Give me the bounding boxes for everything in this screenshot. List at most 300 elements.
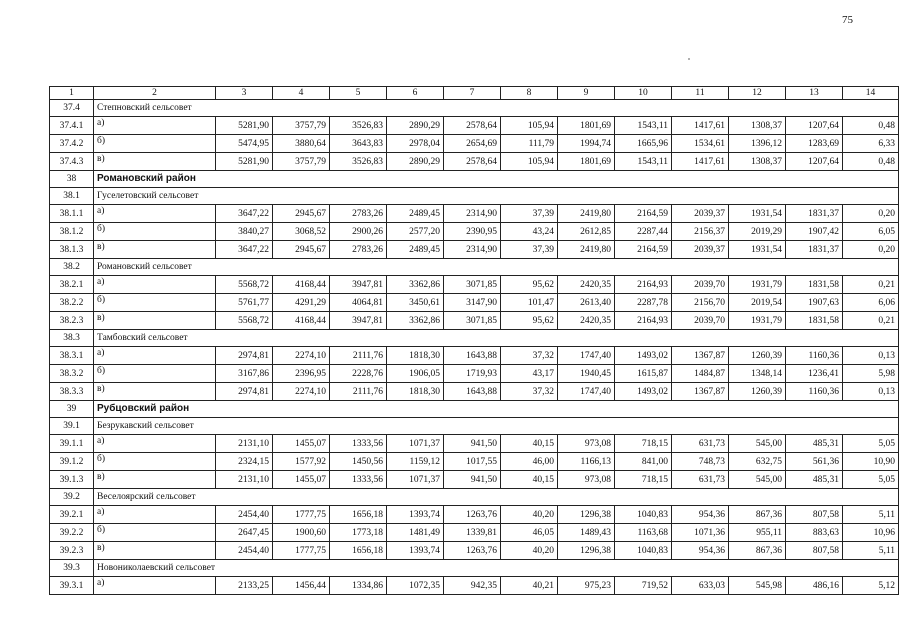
value-cell: 1940,45 bbox=[558, 365, 615, 383]
column-number-cell: 14 bbox=[843, 87, 899, 100]
value-cell: 1777,75 bbox=[273, 542, 330, 560]
value-cell: 1396,12 bbox=[729, 135, 786, 153]
value-cell: 545,00 bbox=[729, 435, 786, 453]
value-cell: 2111,76 bbox=[330, 347, 387, 365]
district-title: Романовский район bbox=[94, 171, 899, 188]
value-cell: 5281,90 bbox=[216, 117, 273, 135]
value-cell: 1831,37 bbox=[786, 205, 843, 223]
value-cell: 3647,22 bbox=[216, 205, 273, 223]
value-cell: 1159,12 bbox=[387, 453, 444, 471]
row-code: 39.2 bbox=[50, 489, 94, 506]
value-cell: 40,20 bbox=[501, 506, 558, 524]
value-cell: 2890,29 bbox=[387, 153, 444, 171]
value-cell: 2783,26 bbox=[330, 205, 387, 223]
value-cell: 1283,69 bbox=[786, 135, 843, 153]
value-cell: 2654,69 bbox=[444, 135, 501, 153]
value-cell: 954,36 bbox=[672, 506, 729, 524]
row-code: 39.2.2 bbox=[50, 524, 94, 542]
value-cell: 1747,40 bbox=[558, 383, 615, 401]
value-cell: 1831,58 bbox=[786, 276, 843, 294]
value-cell: 1260,39 bbox=[729, 347, 786, 365]
value-cell: 2978,04 bbox=[387, 135, 444, 153]
value-cell: 973,08 bbox=[558, 435, 615, 453]
tariff-table bbox=[49, 86, 899, 595]
subdivision-title: Безрукавский сельсовет bbox=[94, 418, 899, 435]
value-cell: 1348,14 bbox=[729, 365, 786, 383]
value-cell: 2419,80 bbox=[558, 205, 615, 223]
row-variant-label: а) bbox=[94, 117, 216, 135]
row-code: 39.2.3 bbox=[50, 542, 94, 560]
column-number-cell: 8 bbox=[501, 87, 558, 100]
value-cell: 43,17 bbox=[501, 365, 558, 383]
value-cell: 0,20 bbox=[843, 205, 899, 223]
row-code: 37.4.2 bbox=[50, 135, 94, 153]
row-code: 39.3 bbox=[50, 560, 94, 577]
value-cell: 2974,81 bbox=[216, 347, 273, 365]
value-cell: 3757,79 bbox=[273, 153, 330, 171]
value-cell: 2454,40 bbox=[216, 542, 273, 560]
row-code: 38.2.2 bbox=[50, 294, 94, 312]
value-cell: 2489,45 bbox=[387, 205, 444, 223]
value-cell: 1417,61 bbox=[672, 153, 729, 171]
table-row bbox=[50, 453, 899, 471]
value-cell: 0,13 bbox=[843, 347, 899, 365]
row-code: 38.2.3 bbox=[50, 312, 94, 330]
value-cell: 40,15 bbox=[501, 435, 558, 453]
value-cell: 2039,70 bbox=[672, 276, 729, 294]
value-cell: 975,23 bbox=[558, 577, 615, 595]
value-cell: 748,73 bbox=[672, 453, 729, 471]
value-cell: 485,31 bbox=[786, 471, 843, 489]
value-cell: 1296,38 bbox=[558, 542, 615, 560]
column-number-cell: 1 bbox=[50, 87, 94, 100]
subdivision-title: Степновский сельсовет bbox=[94, 100, 899, 117]
value-cell: 1906,05 bbox=[387, 365, 444, 383]
subdivision-header-row bbox=[50, 330, 899, 347]
table-row bbox=[50, 223, 899, 241]
value-cell: 2133,25 bbox=[216, 577, 273, 595]
scan-speck bbox=[688, 58, 690, 60]
table-row bbox=[50, 435, 899, 453]
row-code: 37.4.1 bbox=[50, 117, 94, 135]
value-cell: 1263,76 bbox=[444, 506, 501, 524]
value-cell: 2420,35 bbox=[558, 312, 615, 330]
value-cell: 3450,61 bbox=[387, 294, 444, 312]
value-cell: 1665,96 bbox=[615, 135, 672, 153]
value-cell: 1931,79 bbox=[729, 312, 786, 330]
value-cell: 1071,37 bbox=[387, 471, 444, 489]
value-cell: 1656,18 bbox=[330, 542, 387, 560]
value-cell: 46,00 bbox=[501, 453, 558, 471]
column-number-cell: 2 bbox=[94, 87, 216, 100]
value-cell: 37,32 bbox=[501, 347, 558, 365]
value-cell: 6,05 bbox=[843, 223, 899, 241]
value-cell: 1931,54 bbox=[729, 241, 786, 259]
value-cell: 1831,37 bbox=[786, 241, 843, 259]
value-cell: 2613,40 bbox=[558, 294, 615, 312]
table-row bbox=[50, 294, 899, 312]
value-cell: 1801,69 bbox=[558, 117, 615, 135]
value-cell: 5568,72 bbox=[216, 276, 273, 294]
table-row bbox=[50, 383, 899, 401]
value-cell: 1207,64 bbox=[786, 117, 843, 135]
row-code: 38.3 bbox=[50, 330, 94, 347]
value-cell: 2164,59 bbox=[615, 205, 672, 223]
value-cell: 2945,67 bbox=[273, 205, 330, 223]
row-variant-label: а) bbox=[94, 347, 216, 365]
value-cell: 2390,95 bbox=[444, 223, 501, 241]
value-cell: 40,21 bbox=[501, 577, 558, 595]
value-cell: 3840,27 bbox=[216, 223, 273, 241]
value-cell: 5,05 bbox=[843, 471, 899, 489]
value-cell: 1643,88 bbox=[444, 347, 501, 365]
value-cell: 0,21 bbox=[843, 312, 899, 330]
row-code: 38.3.2 bbox=[50, 365, 94, 383]
row-variant-label: а) bbox=[94, 577, 216, 595]
column-number-cell: 7 bbox=[444, 87, 501, 100]
column-number-cell: 5 bbox=[330, 87, 387, 100]
value-cell: 6,06 bbox=[843, 294, 899, 312]
page-number: 75 bbox=[842, 14, 853, 26]
value-cell: 40,15 bbox=[501, 471, 558, 489]
value-cell: 807,58 bbox=[786, 542, 843, 560]
row-code: 39.1 bbox=[50, 418, 94, 435]
value-cell: 942,35 bbox=[444, 577, 501, 595]
value-cell: 1333,56 bbox=[330, 471, 387, 489]
value-cell: 0,20 bbox=[843, 241, 899, 259]
value-cell: 4168,44 bbox=[273, 312, 330, 330]
value-cell: 105,94 bbox=[501, 153, 558, 171]
row-variant-label: а) bbox=[94, 276, 216, 294]
value-cell: 2489,45 bbox=[387, 241, 444, 259]
value-cell: 1393,74 bbox=[387, 506, 444, 524]
value-cell: 2039,37 bbox=[672, 241, 729, 259]
value-cell: 0,21 bbox=[843, 276, 899, 294]
value-cell: 2019,54 bbox=[729, 294, 786, 312]
row-code: 38.1 bbox=[50, 188, 94, 205]
value-cell: 2164,93 bbox=[615, 276, 672, 294]
value-cell: 1931,54 bbox=[729, 205, 786, 223]
value-cell: 1040,83 bbox=[615, 506, 672, 524]
value-cell: 3947,81 bbox=[330, 276, 387, 294]
value-cell: 545,00 bbox=[729, 471, 786, 489]
district-header-row bbox=[50, 171, 899, 188]
value-cell: 2890,29 bbox=[387, 117, 444, 135]
value-cell: 2783,26 bbox=[330, 241, 387, 259]
value-cell: 1333,56 bbox=[330, 435, 387, 453]
value-cell: 5,11 bbox=[843, 542, 899, 560]
value-cell: 1260,39 bbox=[729, 383, 786, 401]
value-cell: 6,33 bbox=[843, 135, 899, 153]
value-cell: 2578,64 bbox=[444, 153, 501, 171]
value-cell: 5,12 bbox=[843, 577, 899, 595]
value-cell: 867,36 bbox=[729, 506, 786, 524]
district-header-row bbox=[50, 401, 899, 418]
value-cell: 2274,10 bbox=[273, 347, 330, 365]
row-variant-label: б) bbox=[94, 524, 216, 542]
value-cell: 1831,58 bbox=[786, 312, 843, 330]
value-cell: 1577,92 bbox=[273, 453, 330, 471]
row-variant-label: а) bbox=[94, 435, 216, 453]
value-cell: 3647,22 bbox=[216, 241, 273, 259]
value-cell: 1166,13 bbox=[558, 453, 615, 471]
value-cell: 1236,41 bbox=[786, 365, 843, 383]
value-cell: 1263,76 bbox=[444, 542, 501, 560]
row-code: 38 bbox=[50, 171, 94, 188]
table-row bbox=[50, 577, 899, 595]
value-cell: 1456,44 bbox=[273, 577, 330, 595]
subdivision-title: Романовский сельсовет bbox=[94, 259, 899, 276]
subdivision-header-row bbox=[50, 489, 899, 506]
value-cell: 0,48 bbox=[843, 117, 899, 135]
value-cell: 1163,68 bbox=[615, 524, 672, 542]
value-cell: 3947,81 bbox=[330, 312, 387, 330]
value-cell: 1308,37 bbox=[729, 117, 786, 135]
value-cell: 3362,86 bbox=[387, 312, 444, 330]
row-variant-label: в) bbox=[94, 542, 216, 560]
value-cell: 1773,18 bbox=[330, 524, 387, 542]
row-variant-label: б) bbox=[94, 135, 216, 153]
table-row bbox=[50, 135, 899, 153]
value-cell: 867,36 bbox=[729, 542, 786, 560]
value-cell: 883,63 bbox=[786, 524, 843, 542]
value-cell: 1481,49 bbox=[387, 524, 444, 542]
subdivision-title: Гуселетовский сельсовет bbox=[94, 188, 899, 205]
value-cell: 2314,90 bbox=[444, 241, 501, 259]
value-cell: 43,24 bbox=[501, 223, 558, 241]
column-number-cell: 11 bbox=[672, 87, 729, 100]
table-row bbox=[50, 117, 899, 135]
value-cell: 1818,30 bbox=[387, 383, 444, 401]
value-cell: 718,15 bbox=[615, 435, 672, 453]
value-cell: 1339,81 bbox=[444, 524, 501, 542]
value-cell: 5474,95 bbox=[216, 135, 273, 153]
value-cell: 1543,11 bbox=[615, 117, 672, 135]
value-cell: 1207,64 bbox=[786, 153, 843, 171]
row-code: 38.2.1 bbox=[50, 276, 94, 294]
value-cell: 561,36 bbox=[786, 453, 843, 471]
value-cell: 3643,83 bbox=[330, 135, 387, 153]
value-cell: 2577,20 bbox=[387, 223, 444, 241]
value-cell: 4168,44 bbox=[273, 276, 330, 294]
table-row bbox=[50, 312, 899, 330]
value-cell: 10,90 bbox=[843, 453, 899, 471]
value-cell: 1393,74 bbox=[387, 542, 444, 560]
value-cell: 1040,83 bbox=[615, 542, 672, 560]
value-cell: 0,13 bbox=[843, 383, 899, 401]
value-cell: 1071,36 bbox=[672, 524, 729, 542]
value-cell: 941,50 bbox=[444, 471, 501, 489]
value-cell: 973,08 bbox=[558, 471, 615, 489]
table-row bbox=[50, 241, 899, 259]
value-cell: 2396,95 bbox=[273, 365, 330, 383]
value-cell: 1493,02 bbox=[615, 347, 672, 365]
value-cell: 5,05 bbox=[843, 435, 899, 453]
table-body bbox=[50, 87, 899, 595]
value-cell: 5,98 bbox=[843, 365, 899, 383]
value-cell: 954,36 bbox=[672, 542, 729, 560]
value-cell: 2647,45 bbox=[216, 524, 273, 542]
value-cell: 111,79 bbox=[501, 135, 558, 153]
value-cell: 1367,87 bbox=[672, 383, 729, 401]
column-number-cell: 10 bbox=[615, 87, 672, 100]
value-cell: 2156,37 bbox=[672, 223, 729, 241]
value-cell: 2228,76 bbox=[330, 365, 387, 383]
value-cell: 1489,43 bbox=[558, 524, 615, 542]
value-cell: 4064,81 bbox=[330, 294, 387, 312]
value-cell: 1994,74 bbox=[558, 135, 615, 153]
row-code: 38.1.3 bbox=[50, 241, 94, 259]
value-cell: 941,50 bbox=[444, 435, 501, 453]
value-cell: 2324,15 bbox=[216, 453, 273, 471]
value-cell: 486,16 bbox=[786, 577, 843, 595]
row-code: 39.2.1 bbox=[50, 506, 94, 524]
row-code: 38.3.1 bbox=[50, 347, 94, 365]
subdivision-header-row bbox=[50, 100, 899, 117]
row-code: 37.4.3 bbox=[50, 153, 94, 171]
table-row bbox=[50, 506, 899, 524]
value-cell: 841,00 bbox=[615, 453, 672, 471]
value-cell: 10,96 bbox=[843, 524, 899, 542]
value-cell: 1160,36 bbox=[786, 383, 843, 401]
value-cell: 2420,35 bbox=[558, 276, 615, 294]
row-variant-label: в) bbox=[94, 312, 216, 330]
value-cell: 632,75 bbox=[729, 453, 786, 471]
value-cell: 719,52 bbox=[615, 577, 672, 595]
value-cell: 1931,79 bbox=[729, 276, 786, 294]
value-cell: 37,39 bbox=[501, 205, 558, 223]
value-cell: 2019,29 bbox=[729, 223, 786, 241]
value-cell: 2900,26 bbox=[330, 223, 387, 241]
value-cell: 3362,86 bbox=[387, 276, 444, 294]
value-cell: 1071,37 bbox=[387, 435, 444, 453]
column-number-cell: 12 bbox=[729, 87, 786, 100]
value-cell: 3147,90 bbox=[444, 294, 501, 312]
value-cell: 1417,61 bbox=[672, 117, 729, 135]
value-cell: 955,11 bbox=[729, 524, 786, 542]
row-variant-label: а) bbox=[94, 205, 216, 223]
value-cell: 1643,88 bbox=[444, 383, 501, 401]
value-cell: 1615,87 bbox=[615, 365, 672, 383]
value-cell: 1484,87 bbox=[672, 365, 729, 383]
value-cell: 2039,70 bbox=[672, 312, 729, 330]
value-cell: 2578,64 bbox=[444, 117, 501, 135]
subdivision-header-row bbox=[50, 418, 899, 435]
value-cell: 2454,40 bbox=[216, 506, 273, 524]
value-cell: 631,73 bbox=[672, 471, 729, 489]
value-cell: 2612,85 bbox=[558, 223, 615, 241]
value-cell: 1907,63 bbox=[786, 294, 843, 312]
value-cell: 1907,42 bbox=[786, 223, 843, 241]
column-number-cell: 9 bbox=[558, 87, 615, 100]
value-cell: 5,11 bbox=[843, 506, 899, 524]
row-variant-label: в) bbox=[94, 241, 216, 259]
value-cell: 37,39 bbox=[501, 241, 558, 259]
value-cell: 2314,90 bbox=[444, 205, 501, 223]
value-cell: 4291,29 bbox=[273, 294, 330, 312]
value-cell: 2419,80 bbox=[558, 241, 615, 259]
value-cell: 1334,86 bbox=[330, 577, 387, 595]
value-cell: 2131,10 bbox=[216, 471, 273, 489]
subdivision-title: Новониколаевский сельсовет bbox=[94, 560, 899, 577]
value-cell: 3526,83 bbox=[330, 117, 387, 135]
value-cell: 1017,55 bbox=[444, 453, 501, 471]
value-cell: 1777,75 bbox=[273, 506, 330, 524]
value-cell: 2945,67 bbox=[273, 241, 330, 259]
subdivision-title: Веселоярский сельсовет bbox=[94, 489, 899, 506]
value-cell: 0,48 bbox=[843, 153, 899, 171]
table-row bbox=[50, 365, 899, 383]
row-code: 38.1.2 bbox=[50, 223, 94, 241]
value-cell: 2111,76 bbox=[330, 383, 387, 401]
table-row bbox=[50, 471, 899, 489]
column-number-row bbox=[50, 87, 899, 100]
value-cell: 2274,10 bbox=[273, 383, 330, 401]
row-code: 38.1.1 bbox=[50, 205, 94, 223]
value-cell: 1719,93 bbox=[444, 365, 501, 383]
column-number-cell: 6 bbox=[387, 87, 444, 100]
row-variant-label: а) bbox=[94, 506, 216, 524]
value-cell: 1367,87 bbox=[672, 347, 729, 365]
value-cell: 1493,02 bbox=[615, 383, 672, 401]
table-row bbox=[50, 347, 899, 365]
value-cell: 807,58 bbox=[786, 506, 843, 524]
value-cell: 5281,90 bbox=[216, 153, 273, 171]
value-cell: 545,98 bbox=[729, 577, 786, 595]
value-cell: 95,62 bbox=[501, 312, 558, 330]
row-code: 38.2 bbox=[50, 259, 94, 276]
value-cell: 2287,78 bbox=[615, 294, 672, 312]
value-cell: 1072,35 bbox=[387, 577, 444, 595]
value-cell: 1900,60 bbox=[273, 524, 330, 542]
value-cell: 101,47 bbox=[501, 294, 558, 312]
value-cell: 2974,81 bbox=[216, 383, 273, 401]
table-row bbox=[50, 153, 899, 171]
value-cell: 1160,36 bbox=[786, 347, 843, 365]
value-cell: 485,31 bbox=[786, 435, 843, 453]
value-cell: 3071,85 bbox=[444, 312, 501, 330]
value-cell: 1455,07 bbox=[273, 471, 330, 489]
row-code: 39.3.1 bbox=[50, 577, 94, 595]
value-cell: 40,20 bbox=[501, 542, 558, 560]
row-variant-label: б) bbox=[94, 223, 216, 241]
row-code: 38.3.3 bbox=[50, 383, 94, 401]
row-variant-label: б) bbox=[94, 294, 216, 312]
value-cell: 2287,44 bbox=[615, 223, 672, 241]
row-variant-label: в) bbox=[94, 153, 216, 171]
value-cell: 1308,37 bbox=[729, 153, 786, 171]
column-number-cell: 3 bbox=[216, 87, 273, 100]
value-cell: 3167,86 bbox=[216, 365, 273, 383]
row-variant-label: б) bbox=[94, 365, 216, 383]
table-row bbox=[50, 205, 899, 223]
subdivision-header-row bbox=[50, 560, 899, 577]
table-row bbox=[50, 542, 899, 560]
value-cell: 46,05 bbox=[501, 524, 558, 542]
value-cell: 1747,40 bbox=[558, 347, 615, 365]
row-variant-label: в) bbox=[94, 471, 216, 489]
value-cell: 5761,77 bbox=[216, 294, 273, 312]
value-cell: 1455,07 bbox=[273, 435, 330, 453]
value-cell: 1656,18 bbox=[330, 506, 387, 524]
table-row bbox=[50, 276, 899, 294]
value-cell: 3757,79 bbox=[273, 117, 330, 135]
value-cell: 633,03 bbox=[672, 577, 729, 595]
value-cell: 1534,61 bbox=[672, 135, 729, 153]
value-cell: 3880,64 bbox=[273, 135, 330, 153]
value-cell: 105,94 bbox=[501, 117, 558, 135]
subdivision-title: Тамбовский сельсовет bbox=[94, 330, 899, 347]
